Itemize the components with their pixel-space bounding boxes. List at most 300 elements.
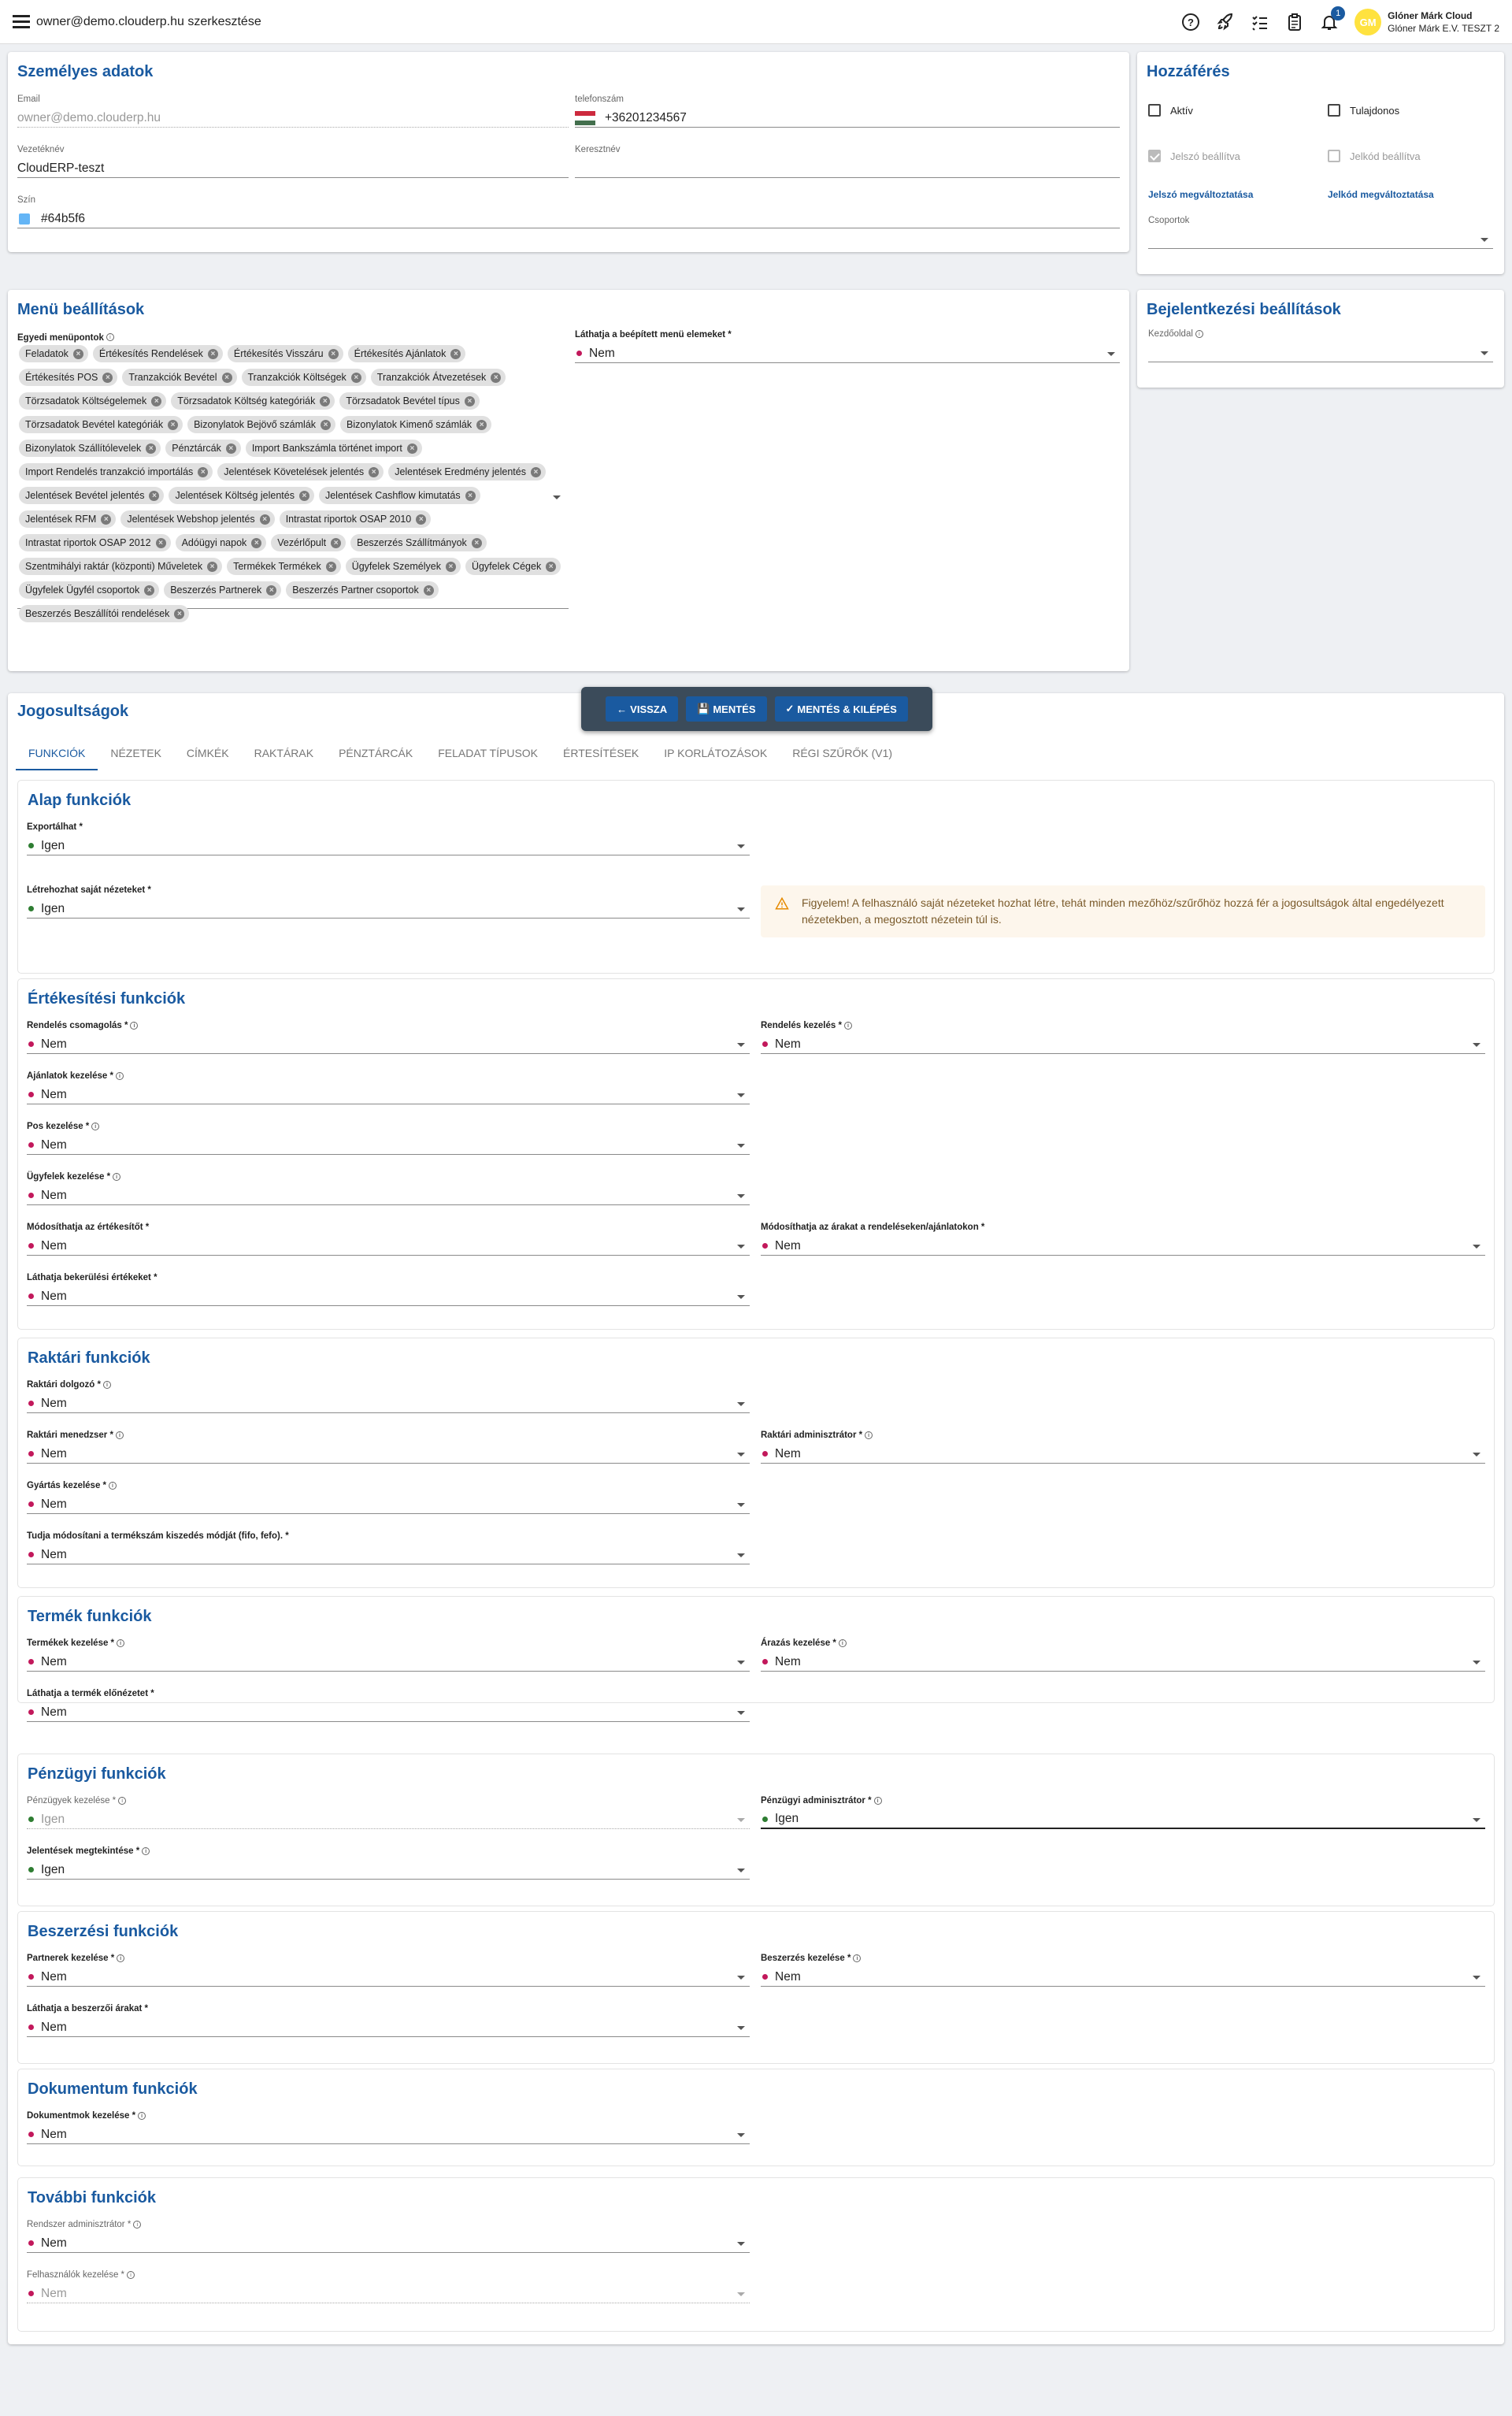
select-label: Pos kezelése * [27, 1122, 90, 1131]
sales-offers-value-select[interactable] [27, 1071, 750, 1104]
tab-8[interactable]: IP KORLÁTOZÁSOK [664, 747, 768, 759]
permissions-tabs [16, 739, 905, 770]
chip-remove-icon[interactable]: × [351, 373, 361, 383]
top-bar [0, 0, 1512, 44]
select-value: Igen [41, 838, 65, 852]
chip-remove-icon[interactable]: × [156, 538, 166, 548]
chevron-down-icon[interactable] [737, 1453, 745, 1457]
select-value: Nem [41, 2127, 67, 2141]
builtin-menu-value: Nem [589, 346, 615, 360]
status-dot [28, 1659, 34, 1664]
sales-cost-value-select[interactable] [27, 1273, 750, 1306]
chip-remove-icon[interactable]: × [226, 443, 236, 454]
product-preview-value-select-value-row [27, 1698, 750, 1722]
select-value: Nem [41, 2286, 67, 2300]
code-set-box [1328, 150, 1340, 162]
phone-field[interactable] [575, 95, 1120, 128]
select-label: Felhasználók kezelése * [27, 2270, 125, 2280]
chevron-down-icon[interactable] [737, 1194, 745, 1198]
avatar[interactable]: GM [1354, 9, 1381, 35]
chevron-down-icon[interactable] [737, 907, 745, 911]
menu-chip [93, 345, 223, 362]
change-password-link[interactable]: Jelszó megváltoztatása [1148, 189, 1254, 200]
chevron-down-icon[interactable] [737, 1295, 745, 1299]
status-dot [28, 1041, 34, 1047]
warehouse-fifo-value-select[interactable] [27, 1531, 750, 1564]
menu-chip-label: Jelentések Eredmény jelentés [395, 466, 526, 477]
chip-remove-icon[interactable]: × [424, 585, 434, 596]
active-box[interactable] [1148, 104, 1161, 117]
change-code-link[interactable]: Jelkód megváltoztatása [1328, 189, 1434, 200]
chip-remove-icon[interactable]: × [198, 467, 208, 477]
more-sysadmin-value-select[interactable] [27, 2220, 750, 2253]
status-dot [762, 1041, 768, 1047]
chip-remove-icon[interactable]: × [299, 491, 309, 501]
sales-modprice-value-select-label-row [761, 1223, 1485, 1232]
menu-chip [217, 463, 384, 481]
chip-remove-icon[interactable]: × [321, 420, 331, 430]
menu-chip-label: Jelentések RFM [25, 514, 97, 525]
select-value: Nem [41, 1705, 67, 1719]
menu-chip-label: Bizonylatok Bejövő számlák [194, 419, 317, 430]
tab-3[interactable]: CÍMKÉK [186, 747, 229, 759]
chip-remove-icon[interactable]: × [102, 373, 113, 383]
info-icon: i [118, 1797, 126, 1805]
menu-chip [19, 416, 183, 433]
select-value: Igen [41, 901, 65, 915]
select-value: Nem [41, 1238, 67, 1253]
info-icon: i [133, 2221, 141, 2229]
menu-chip-label: Ügyfelek Ügyfél csoportok [25, 585, 140, 596]
menu-chip [171, 392, 335, 410]
toolbar-icons [1181, 0, 1512, 44]
chip-remove-icon[interactable]: × [101, 514, 111, 525]
documents-manage-value-select-value-row [27, 2121, 750, 2144]
builtin-menu-select[interactable] [575, 330, 1120, 363]
info-icon: i [853, 1954, 861, 1962]
chip-remove-icon[interactable]: × [472, 538, 482, 548]
bell-icon[interactable] [1320, 9, 1341, 32]
select-label: Rendszer adminisztrátor * [27, 2220, 132, 2229]
menu-chip [465, 558, 561, 575]
menu-chip-label: Bizonylatok Szállítólevelek [25, 443, 142, 454]
product-functions-title: Termék funkciók [28, 1608, 152, 1625]
warehouse-worker-value-select[interactable] [27, 1380, 750, 1413]
menu-chip [242, 369, 366, 386]
select-label: Árazás kezelése * [761, 1639, 836, 1648]
finance-admin-value-select[interactable] [761, 1796, 1485, 1829]
finance-reports-value-select[interactable] [27, 1846, 750, 1880]
chip-remove-icon[interactable]: × [151, 396, 161, 406]
chip-remove-icon[interactable]: × [328, 349, 339, 359]
sales-modval-value-select[interactable] [27, 1223, 750, 1256]
status-dot [28, 1451, 34, 1457]
menu-chip-label: Beszerzés Szállítmányok [357, 537, 467, 548]
purchase-functions-title: Beszerzési funkciók [28, 1923, 179, 1940]
sales-customers-value-select-label-row [27, 1172, 750, 1182]
chevron-down-icon[interactable] [737, 1093, 745, 1097]
sales-customers-value-select-value-row [27, 1182, 750, 1205]
purchase-prices-value-select[interactable] [27, 2004, 750, 2037]
info-icon: i [865, 1431, 873, 1439]
product-pricing-value-select-value-row [761, 1648, 1485, 1672]
email-value: owner@demo.clouderp.hu [17, 104, 569, 128]
rocket-icon[interactable] [1216, 13, 1235, 32]
menu-chip [280, 510, 432, 528]
sales-pack-value-select[interactable] [27, 1021, 750, 1054]
chevron-down-icon[interactable] [1473, 1245, 1480, 1249]
chevron-down-icon[interactable] [1473, 1453, 1480, 1457]
no-dot [576, 351, 582, 356]
sales-pack-value-select-label-row [27, 1021, 750, 1030]
finance-reports-value-select-value-row [27, 1856, 750, 1880]
chevron-down-icon[interactable] [737, 1402, 745, 1406]
product-preview-value-select[interactable] [27, 1689, 750, 1722]
last-name-field[interactable] [17, 145, 569, 178]
menu-chip [19, 510, 116, 528]
more-functions-title: További funkciók [28, 2189, 156, 2206]
documents-manage-value-select[interactable] [27, 2111, 750, 2144]
status-dot [28, 1974, 34, 1980]
chip-remove-icon[interactable]: × [465, 396, 475, 406]
last-name-label: Vezetéknév [17, 145, 65, 154]
chip-remove-icon[interactable]: × [146, 443, 156, 454]
menu-chip [120, 510, 274, 528]
status-dot [28, 1092, 34, 1097]
builtin-menu-value-row [575, 340, 1120, 363]
select-label: Láthatja a beszerzői árakat * [27, 2004, 149, 2013]
chevron-down-icon[interactable] [737, 1711, 745, 1715]
access-card [1137, 52, 1504, 274]
document-functions-title: Dokumentum funkciók [28, 2080, 198, 2098]
warehouse-prod-value-select[interactable] [27, 1481, 750, 1514]
menu-chip-label: Pénztárcák [172, 443, 221, 454]
hungary-flag-icon[interactable] [575, 111, 595, 125]
basic-export-value-select-label-row [27, 822, 750, 832]
info-icon: i [109, 1482, 117, 1490]
chevron-down-icon[interactable] [737, 1976, 745, 1980]
warning-text: Figyelem! A felhasználó saját nézeteket hozhat létre, tehát minden mezőhöz/szűrőhöz hozzá fér a jogosultságok által engedélyezett nézetekben, a megosztott nézetein túl is. [802, 896, 1444, 926]
menu-chip [388, 463, 546, 481]
chip-remove-icon[interactable]: × [260, 514, 270, 525]
chevron-down-icon [737, 1818, 745, 1822]
chip-remove-icon[interactable]: × [168, 420, 178, 430]
active-checkbox[interactable] [1148, 104, 1193, 117]
product-pricing-value-select[interactable] [761, 1639, 1485, 1672]
select-label: Beszerzés kezelése * [761, 1954, 851, 1963]
chevron-down-icon[interactable] [1473, 1661, 1480, 1664]
color-field[interactable] [17, 195, 1120, 228]
chip-remove-icon[interactable]: × [476, 420, 487, 430]
owner-checkbox[interactable] [1328, 104, 1399, 117]
sales-customers-value-select[interactable] [27, 1172, 750, 1205]
purchase-prices-value-select-label-row [27, 2004, 750, 2013]
more-functions-section [17, 2177, 1495, 2332]
personal-data-card [8, 52, 1129, 252]
purchase-partners-value-select-label-row [27, 1954, 750, 1963]
login-settings-card [1137, 290, 1504, 388]
access-title: Hozzáférés [1147, 63, 1230, 80]
chip-remove-icon[interactable]: × [208, 349, 218, 359]
menu-chip [371, 369, 506, 386]
arrow-left-icon: ← [617, 703, 628, 715]
menu-settings-title: Menü beállítások [17, 301, 145, 318]
chip-remove-icon[interactable]: × [144, 585, 154, 596]
product-pricing-value-select-label-row [761, 1639, 1485, 1648]
tab-1[interactable]: FUNKCIÓK [16, 739, 98, 770]
sales-orders-value-select-label-row [761, 1021, 1485, 1030]
active-label: Aktív [1170, 104, 1193, 117]
chevron-down-icon[interactable] [737, 844, 745, 848]
menu-chip-label: Jelentések Követelések jelentés [224, 466, 365, 477]
chip-remove-icon[interactable]: × [251, 538, 261, 548]
warehouse-manager-value-select[interactable] [27, 1431, 750, 1464]
menu-chip-label: Beszerzés Partner csoportok [292, 585, 419, 596]
sales-pos-value-select-label-row [27, 1122, 750, 1131]
chip-remove-icon[interactable]: × [450, 349, 461, 359]
color-value-row [17, 205, 1120, 228]
chip-remove-icon[interactable]: × [331, 538, 341, 548]
finance-manage-value-select [27, 1796, 750, 1829]
menu-chip [19, 369, 117, 386]
password-set-label: Jelszó beállítva [1170, 150, 1240, 162]
menu-chip-label: Import Bankszámla történet import [251, 443, 402, 454]
select-label: Pénzügyi adminisztrátor * [761, 1796, 872, 1806]
status-dot [28, 1501, 34, 1507]
groups-label: Csoportok [1148, 216, 1190, 225]
info-icon: i [127, 2271, 135, 2279]
select-value: Igen [41, 1812, 65, 1826]
menu-chip-label: Import Rendelés tranzakció importálás [25, 466, 194, 477]
select-label: Láthatja a termék előnézetet * [27, 1689, 154, 1698]
purchase-partners-value-select[interactable] [27, 1954, 750, 1987]
svg-text:?: ? [1188, 17, 1195, 28]
status-dot [28, 906, 34, 911]
groups-select[interactable] [1148, 216, 1493, 249]
home-page-label: Kezdőoldal [1148, 329, 1193, 339]
chevron-down-icon[interactable] [737, 1503, 745, 1507]
chip-remove-icon[interactable]: × [149, 491, 159, 501]
chevron-down-icon[interactable] [737, 2242, 745, 2246]
tab-5[interactable]: PÉNZTÁRCÁK [339, 747, 413, 759]
chip-remove-icon[interactable]: × [465, 491, 476, 501]
chevron-down-icon[interactable] [1480, 238, 1488, 242]
sales-modprice-value-select[interactable] [761, 1223, 1485, 1256]
basic-views-value-select-label-row [27, 885, 750, 895]
sales-orders-value-select[interactable] [761, 1021, 1485, 1054]
select-value: Nem [41, 1396, 67, 1410]
back-button[interactable] [606, 696, 678, 722]
select-label: Pénzügyek kezelése * [27, 1796, 117, 1806]
chevron-down-icon[interactable] [737, 1144, 745, 1148]
menu-chip-label: Jelentések Bevétel jelentés [25, 490, 145, 501]
warehouse-manager-value-select-label-row [27, 1431, 750, 1440]
chip-remove-icon[interactable]: × [222, 373, 232, 383]
save-icon: 💾 [697, 703, 710, 714]
status-dot [28, 1552, 34, 1557]
menu-chip-label: Ügyfelek Cégek [471, 561, 542, 572]
product-manage-value-select-label-row [27, 1639, 750, 1648]
menu-chip [227, 558, 341, 575]
password-set-checkbox [1148, 150, 1240, 162]
chip-remove-icon[interactable]: × [531, 467, 541, 477]
chevron-down-icon[interactable] [737, 2133, 745, 2137]
chip-remove-icon[interactable]: × [320, 396, 330, 406]
basic-export-value-select-value-row [27, 832, 750, 855]
warehouse-worker-value-select-value-row [27, 1390, 750, 1413]
info-icon: i [138, 2112, 146, 2120]
tab-9[interactable]: RÉGI SZŰRŐK (V1) [792, 747, 893, 759]
select-value: Nem [41, 1037, 67, 1051]
chip-remove-icon[interactable]: × [326, 562, 336, 572]
select-label: Módosíthatja az értékesítőt * [27, 1223, 150, 1232]
chevron-down-icon[interactable] [1107, 352, 1115, 356]
warehouse-worker-value-select-label-row [27, 1380, 750, 1390]
sales-pos-value-select[interactable] [27, 1122, 750, 1155]
select-value: Nem [41, 1547, 67, 1561]
chevron-down-icon[interactable] [737, 1043, 745, 1047]
menu-chip-label: Jelentések Költség jelentés [175, 490, 295, 501]
chevron-down-icon[interactable] [737, 1869, 745, 1872]
menu-chip [246, 440, 422, 457]
chevron-down-icon[interactable] [737, 1661, 745, 1664]
select-label: Tudja módosítani a termékszám kiszedés módját (fifo, fefo). * [27, 1531, 289, 1541]
info-icon: i [106, 333, 114, 341]
tab-4[interactable]: RAKTÁRAK [254, 747, 314, 759]
chevron-down-icon[interactable] [1473, 1818, 1480, 1822]
home-page-select[interactable] [1148, 329, 1493, 362]
sales-offers-value-select-label-row [27, 1071, 750, 1081]
product-manage-value-select[interactable] [27, 1639, 750, 1672]
info-icon: i [142, 1847, 150, 1855]
warehouse-admin-value-select[interactable] [761, 1431, 1485, 1464]
chip-remove-icon[interactable]: × [446, 562, 456, 572]
last-name-value: CloudERP-teszt [17, 154, 569, 178]
purchase-prices-value-select-value-row [27, 2013, 750, 2037]
menu-chip [339, 392, 480, 410]
select-label: Létrehozhat saját nézeteket * [27, 885, 151, 895]
chevron-down-icon[interactable] [737, 2026, 745, 2030]
select-value: Nem [41, 1289, 67, 1303]
info-icon: i [91, 1123, 99, 1130]
warehouse-prod-value-select-label-row [27, 1481, 750, 1490]
select-value: Nem [775, 1037, 801, 1051]
more-users-value-select [27, 2270, 750, 2303]
purchase-functions-section [17, 1911, 1495, 2064]
help-icon[interactable] [1181, 13, 1200, 32]
tab-6[interactable]: FELADAT TÍPUSOK [438, 747, 539, 759]
menu-chip-label: Értékesítés POS [25, 372, 98, 383]
chip-remove-icon[interactable]: × [369, 467, 379, 477]
owner-box[interactable] [1328, 104, 1340, 117]
status-dot [28, 843, 34, 848]
clipboard-icon[interactable] [1285, 13, 1304, 32]
sales-modval-value-select-value-row [27, 1232, 750, 1256]
basic-export-value-select[interactable] [27, 822, 750, 855]
chip-remove-icon[interactable]: × [491, 373, 501, 383]
chip-remove-icon[interactable]: × [546, 562, 556, 572]
checklist-icon[interactable] [1251, 13, 1269, 32]
chevron-down-icon[interactable] [1480, 351, 1488, 355]
chip-remove-icon[interactable]: × [73, 349, 83, 359]
status-dot [28, 1193, 34, 1198]
chip-remove-icon[interactable]: × [407, 443, 417, 454]
select-value: Nem [41, 1188, 67, 1202]
first-name-label: Keresztnév [575, 145, 621, 154]
purchase-purchase-value-select[interactable] [761, 1954, 1485, 1987]
sales-cost-value-select-label-row [27, 1273, 750, 1282]
first-name-field[interactable] [575, 145, 1120, 178]
menu-chip [19, 392, 166, 410]
select-value: Nem [41, 1969, 67, 1984]
chevron-down-icon[interactable] [737, 1553, 745, 1557]
warning-icon [775, 896, 789, 911]
select-label: Raktári dolgozó * [27, 1380, 101, 1390]
info-icon: i [117, 1639, 124, 1647]
color-value: #64b5f6 [41, 211, 86, 225]
warehouse-fifo-value-select-value-row [27, 1541, 750, 1564]
chevron-down-icon [737, 2292, 745, 2296]
chevron-down-icon[interactable] [1473, 1043, 1480, 1047]
status-dot [28, 2291, 34, 2296]
menu-chip [19, 487, 164, 504]
email-label: Email [17, 95, 40, 104]
menu-icon[interactable] [13, 15, 30, 28]
basic-views-value-select[interactable] [27, 885, 750, 919]
product-manage-value-select-value-row [27, 1648, 750, 1672]
warehouse-admin-value-select-value-row [761, 1440, 1485, 1464]
user-name: Glóner Márk Cloud [1388, 10, 1473, 21]
phone-label: telefonszám [575, 95, 624, 104]
menu-chip-label: Törzsadatok Bevétel típus [346, 395, 460, 406]
save-exit-button[interactable] [775, 696, 908, 722]
save-button[interactable] [686, 696, 766, 722]
basic-functions-title: Alap funkciók [28, 792, 132, 809]
chip-remove-icon[interactable]: × [207, 562, 217, 572]
finance-admin-value-select-value-row [761, 1806, 1485, 1829]
select-value: Nem [775, 1654, 801, 1668]
status-dot [762, 1659, 768, 1664]
chip-remove-icon[interactable]: × [266, 585, 276, 596]
purchase-purchase-value-select-label-row [761, 1954, 1485, 1963]
status-dot [28, 1709, 34, 1715]
status-dot [762, 1817, 768, 1822]
purchase-purchase-value-select-value-row [761, 1963, 1485, 1987]
user-company: Glóner Márk E.V. TESZT 2 [1388, 23, 1499, 34]
tab-2[interactable]: NÉZETEK [110, 747, 161, 759]
custom-menu-label-row [17, 330, 114, 343]
chip-remove-icon[interactable]: × [174, 609, 184, 619]
select-label: Rendelés kezelés * [761, 1021, 842, 1030]
finance-functions-section [17, 1754, 1495, 1906]
owner-label: Tulajdonos [1350, 104, 1400, 117]
menu-chip [228, 345, 343, 362]
color-swatch[interactable] [19, 213, 30, 225]
chevron-down-icon[interactable] [737, 1245, 745, 1249]
email-field[interactable] [17, 95, 569, 128]
select-label: Raktári adminisztrátor * [761, 1431, 863, 1440]
phone-value-row [575, 104, 1120, 128]
user-info[interactable] [1388, 9, 1499, 35]
menu-chip-label: Törzsadatok Bevétel kategóriák [25, 419, 164, 430]
save-exit-label: MENTÉS & KILÉPÉS [797, 703, 897, 715]
notification-badge: 1 [1331, 6, 1345, 20]
chip-remove-icon[interactable]: × [416, 514, 426, 525]
status-dot [28, 1293, 34, 1299]
info-icon: i [1195, 330, 1203, 338]
chevron-down-icon[interactable] [1473, 1976, 1480, 1980]
tab-7[interactable]: ÉRTESÍTÉSEK [563, 747, 639, 759]
